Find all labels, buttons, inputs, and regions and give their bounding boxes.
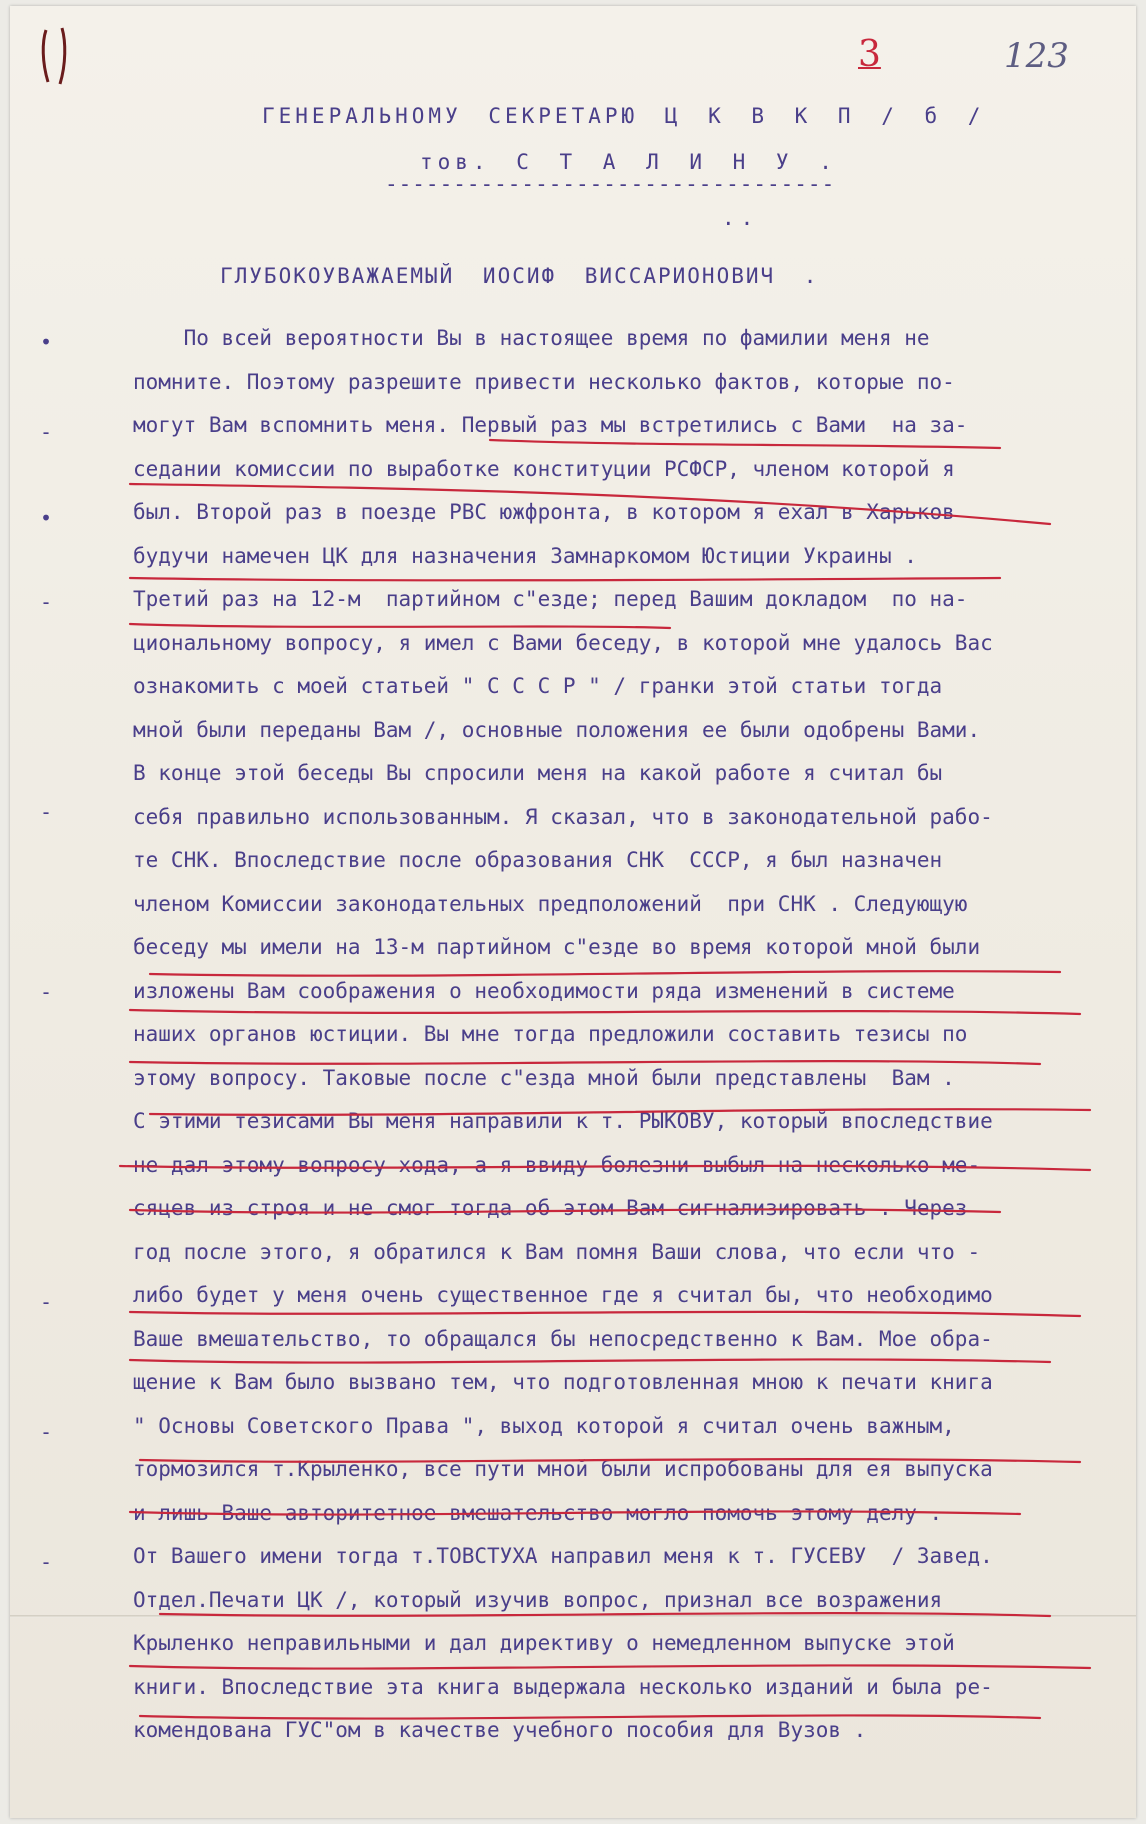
margin-mark: -: [40, 1420, 53, 1444]
addressee-line-2: тов. С Т А Л И Н У .: [420, 150, 837, 174]
archive-stamp-number: 3: [858, 34, 881, 75]
heading-underline: ---------------------------------: [385, 172, 836, 196]
body-line: ознакомить с моей статьей " С С С Р " / гранки этой статьи тогда: [133, 674, 943, 698]
body-line: тормозился т.Крыленко, все пути мной были испробованы для ея выпуска: [133, 1457, 993, 1481]
margin-mark: •: [40, 506, 53, 530]
body-line: будучи намечен ЦК для назначения Замнаркомом Юстиции Украины .: [133, 543, 917, 568]
salutation: ГЛУБОКОУВАЖАЕМЫЙ ИОСИФ ВИССАРИОНОВИЧ .: [220, 264, 819, 288]
margin-mark: •: [40, 330, 53, 354]
margin-mark: -: [40, 1550, 53, 1574]
margin-mark: -: [40, 800, 53, 824]
body-line: комендована ГУС"ом в качестве учебного пособия для Вузов .: [133, 1718, 867, 1742]
body-line: не дал этому вопросу хода, а я ввиду болезни выбыл на несколько ме-: [133, 1152, 981, 1177]
margin-mark: -: [40, 1290, 53, 1314]
body-line: те СНК. Впоследствие после образования СНК СССР, я был назначен: [133, 848, 943, 872]
body-line: В конце этой беседы Вы спросили меня на какой работе я считал бы: [133, 761, 943, 785]
body-line: Крыленко неправильными и дал директиву о немедленном выпуске этой: [133, 1631, 955, 1655]
margin-mark: -: [40, 980, 53, 1004]
body-line: " Основы Советского Права ", выход которой я считал очень важным,: [133, 1413, 955, 1438]
show-through-text: [60, 90, 1090, 1590]
staple-holes-icon: [36, 22, 76, 92]
body-line: могут Вам вспомнить меня. Первый раз мы встретились с Вами на за-: [133, 413, 968, 437]
body-line: книги. Впоследствие эта книга выдержала несколько изданий и была ре-: [133, 1674, 993, 1699]
body-line: С этими тезисами Вы меня направили к т. РЫКОВУ, который впоследствие: [133, 1109, 993, 1133]
body-line: По всей вероятности Вы в настоящее время по фамилии меня не: [133, 326, 930, 350]
margin-mark: -: [40, 420, 53, 444]
body-line: щение к Вам было вызвано тем, что подготовленная мною к печати книга: [133, 1370, 993, 1394]
addressee-line-1: ГЕНЕРАЛЬНОМУ СЕКРЕТАРЮ Ц К В К П / б /: [262, 104, 985, 128]
body-line: наших органов юстиции. Вы мне тогда предложили составить тезисы по: [133, 1022, 968, 1046]
body-line: беседу мы имели на 13-м партийном с"езде во время которой мной были: [133, 935, 981, 959]
body-line: сяцев из строя и не смог тогда об этом Вам сигнализировать . Через: [133, 1196, 968, 1220]
body-line: изложены Вам соображения о необходимости ряда изменений в системе: [133, 978, 955, 1003]
body-line: был. Второй раз в поезде РВС южфронта, в котором я ехал в Харьков: [133, 500, 955, 524]
body-line: Отдел.Печати ЦК /, который изучив вопрос, признал все возражения: [133, 1587, 943, 1612]
body-line: Ваше вмешательство, то обращался бы непосредственно к Вам. Мое обра-: [133, 1326, 993, 1351]
decorative-dots: ..: [722, 206, 760, 230]
body-line: Третий раз на 12-м партийном с"езде; перед Вашим докладом по на-: [133, 587, 968, 611]
body-line: членом Комиссии законодательных предположений при СНК . Следующую: [133, 891, 968, 916]
body-line: либо будет у меня очень существенное где я считал бы, что необходимо: [133, 1283, 993, 1307]
body-line: седании комиссии по выработке конституции РСФСР, членом которой я: [133, 456, 955, 481]
margin-mark: -: [40, 590, 53, 614]
body-line: и лишь Ваше авторитетное вмешательство могло помочь этому делу .: [133, 1500, 943, 1525]
body-line: год после этого, я обратился к Вам помня Ваши слова, что если что -: [133, 1239, 981, 1264]
body-line: мной были переданы Вам /, основные положения ее были одобрены Вами.: [133, 717, 981, 742]
body-line: циональному вопросу, я имел с Вами беседу, в которой мне удалось Вас: [133, 630, 993, 655]
body-line: помните. Поэтому разрешите привести несколько фактов, которые по-: [133, 369, 955, 394]
paper-fold: [10, 1615, 1136, 1618]
body-line: себя правильно использованным. Я сказал, что в законодательной рабо-: [133, 804, 993, 829]
body-line: этому вопросу. Таковые после с"езда мной были представлены Вам .: [133, 1065, 955, 1090]
folio-number: 123: [1004, 36, 1069, 76]
body-line: От Вашего имени тогда т.ТОВСТУХА направил меня к т. ГУСЕВУ / Завед.: [133, 1544, 993, 1568]
